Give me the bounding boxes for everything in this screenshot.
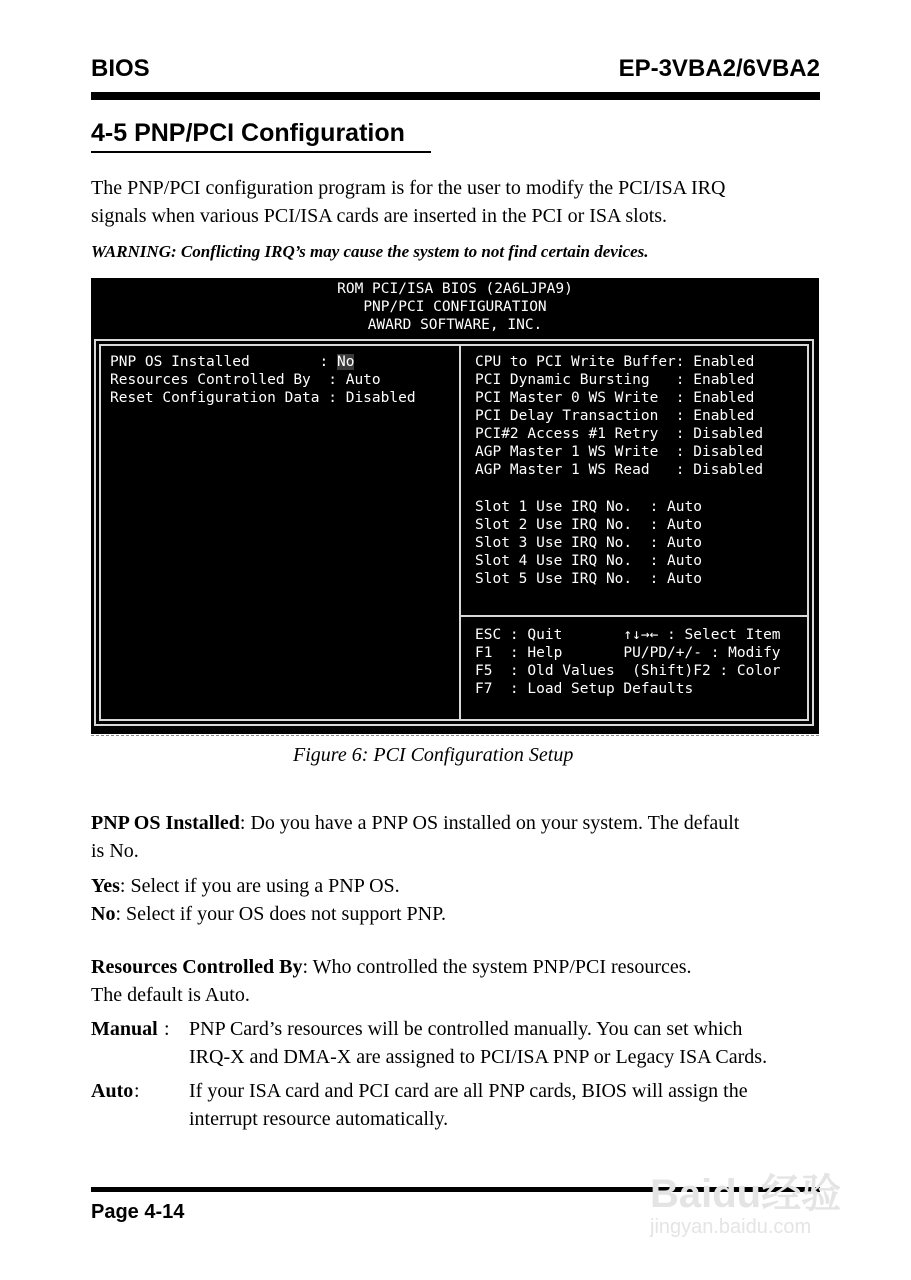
bios-right-item[interactable]: PCI#2 Access #1 Retry : Disabled: [475, 426, 764, 442]
warning-text: WARNING: Conflicting IRQ’s may cause the system to not find certain devices.: [91, 242, 649, 261]
bios-slot-item[interactable]: Slot 1 Use IRQ No. : Auto: [475, 499, 702, 515]
manual-desc-1: PNP Card’s resources will be controlled manually. You can set which: [189, 1018, 743, 1040]
pnp-os-desc-2: is No.: [91, 840, 139, 862]
bios-screen: [91, 278, 819, 734]
pnp-os-term: PNP OS Installed: [91, 812, 240, 834]
auto-desc-2: interrupt resource automatically.: [189, 1108, 449, 1130]
bios-right-item[interactable]: AGP Master 1 WS Read : Disabled: [475, 462, 764, 478]
auto-colon: :: [134, 1080, 140, 1102]
watermark-logo: Baidu经验: [650, 1172, 842, 1216]
bios-item-value-selected[interactable]: No: [336, 354, 355, 370]
auto-term: Auto: [91, 1080, 134, 1102]
section-title-underline: [91, 151, 431, 153]
bios-item-label: Resources Controlled By :: [110, 372, 337, 388]
intro-line-1: The PNP/PCI configuration program is for the user to modify the PCI/ISA IRQ: [91, 177, 726, 199]
bios-header-line-1: ROM PCI/ISA BIOS (2A6LJPA9): [337, 281, 573, 297]
bios-column-divider: [459, 344, 461, 721]
resources-term: Resources Controlled By: [91, 956, 303, 978]
header-left: BIOS: [91, 55, 150, 82]
section-title: 4-5 PNP/PCI Configuration: [91, 119, 405, 147]
bios-help-line: F1 : Help PU/PD/+/- : Modify: [475, 645, 781, 661]
resources-paragraph: [91, 953, 692, 981]
bios-help-divider: [461, 615, 809, 617]
yes-option: [91, 872, 400, 900]
bios-item-label: PNP OS Installed :: [110, 354, 329, 370]
figure-caption: Figure 6: PCI Configuration Setup: [293, 744, 574, 766]
bios-right-item[interactable]: PCI Delay Transaction : Enabled: [475, 408, 755, 424]
bios-item-value[interactable]: Auto: [345, 372, 381, 388]
manual-term: Manual: [91, 1018, 158, 1040]
bios-item-label: Reset Configuration Data :: [110, 390, 337, 406]
pnp-os-desc: : Do you have a PNP OS installed on your system. The default: [239, 812, 740, 834]
bios-help-line: F7 : Load Setup Defaults: [475, 681, 694, 697]
pnp-os-paragraph: [91, 809, 821, 837]
bios-item-reset-config[interactable]: [110, 389, 416, 407]
watermark-url: jingyan.baidu.com: [650, 1216, 812, 1238]
yes-term: Yes: [91, 875, 120, 897]
bios-item-resources[interactable]: [110, 371, 381, 389]
header-rule: [91, 92, 820, 100]
resources-desc-2: The default is Auto.: [91, 984, 250, 1006]
bios-right-item[interactable]: PCI Dynamic Bursting : Enabled: [475, 372, 755, 388]
bios-help-line: ESC : Quit ↑↓→← : Select Item: [475, 627, 781, 643]
no-desc: : Select if your OS does not support PNP.: [115, 903, 447, 925]
page-number: Page 4-14: [91, 1201, 185, 1223]
manual-desc-2: IRQ-X and DMA-X are assigned to PCI/ISA PNP or Legacy ISA Cards.: [189, 1046, 768, 1068]
bios-right-item[interactable]: AGP Master 1 WS Write : Disabled: [475, 444, 764, 460]
bios-right-item[interactable]: PCI Master 0 WS Write : Enabled: [475, 390, 755, 406]
bios-item-value[interactable]: Disabled: [345, 390, 416, 406]
bios-slot-item[interactable]: Slot 3 Use IRQ No. : Auto: [475, 535, 702, 551]
bios-slot-item[interactable]: Slot 4 Use IRQ No. : Auto: [475, 553, 702, 569]
auto-desc-1: If your ISA card and PCI card are all PNP cards, BIOS will assign the: [189, 1080, 748, 1102]
bios-item-pnp-os[interactable]: [110, 353, 354, 371]
intro-line-2: signals when various PCI/ISA cards are inserted in the PCI or ISA slots.: [91, 205, 668, 227]
bios-right-item[interactable]: CPU to PCI Write Buffer: Enabled: [475, 354, 755, 370]
bios-slot-item[interactable]: Slot 5 Use IRQ No. : Auto: [475, 571, 702, 587]
no-option: [91, 900, 446, 928]
bios-slot-item[interactable]: Slot 2 Use IRQ No. : Auto: [475, 517, 702, 533]
yes-desc: : Select if you are using a PNP OS.: [119, 875, 400, 897]
bios-header-line-2: PNP/PCI CONFIGURATION: [363, 299, 547, 315]
header-right: EP-3VBA2/6VBA2: [618, 55, 820, 82]
manual-colon: :: [164, 1018, 170, 1040]
bios-screen-bottom-edge: [91, 735, 819, 739]
bios-header-line-3: AWARD SOFTWARE, INC.: [367, 317, 543, 333]
no-term: No: [91, 903, 116, 925]
resources-desc: : Who controlled the system PNP/PCI resources.: [302, 956, 692, 978]
bios-help-line: F5 : Old Values (Shift)F2 : Color: [475, 663, 781, 679]
